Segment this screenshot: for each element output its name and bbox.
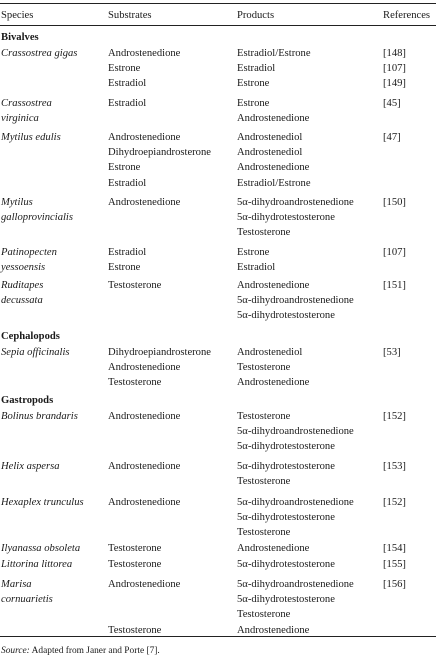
product-cell: 5α-dihydrotestosterone [237, 461, 335, 472]
product-cell: Androstenedione [237, 543, 310, 554]
product-cell: 5α-dihydrotestosterone [237, 212, 335, 224]
group-heading: Gastropods [1, 395, 54, 406]
product-cell: Estrone [237, 78, 270, 90]
product-cell: Androstenedione [237, 162, 310, 174]
group-heading: Bivalves [1, 32, 39, 43]
substrate-cell: Androstenedione [108, 362, 181, 374]
substrate-cell: Androstenedione [108, 461, 181, 472]
substrate-cell: Androstenedione [108, 48, 181, 59]
product-cell: Androstenedione [237, 624, 310, 636]
product-cell: 5α-dihydroandrostenedione [237, 426, 354, 438]
product-cell: Androstenediol [237, 347, 303, 358]
product-cell: 5α-dihydroandrostenedione [237, 497, 354, 508]
header-rule [0, 25, 436, 26]
header-substrates: Substrates [108, 10, 152, 21]
species-cell: Ruditapes [1, 280, 44, 291]
product-cell: Androstenedione [237, 280, 310, 291]
product-cell: 5α-dihydroandrostenedione [237, 197, 354, 208]
product-cell: 5α-dihydrotestosterone [237, 559, 335, 570]
product-cell: Testosterone [237, 476, 291, 488]
species-cell: Bolinus brandaris [1, 411, 78, 422]
reference-cell: [152] [383, 411, 406, 422]
product-cell: 5α-dihydroandrostenedione [237, 579, 354, 590]
species-cell: Marisa [1, 579, 32, 590]
product-cell: Testosterone [237, 609, 291, 621]
substrate-cell: Androstenedione [108, 132, 181, 143]
product-cell: 5α-dihydrotestosterone [237, 441, 335, 453]
reference-cell: [150] [383, 197, 406, 208]
product-cell: 5α-dihydroandrostenedione [237, 295, 354, 307]
product-cell: Estrone [237, 98, 270, 109]
product-cell: Androstenedione [237, 113, 310, 125]
species-cell: Hexaplex trunculus [1, 497, 84, 508]
substrate-cell: Estradiol [108, 78, 147, 90]
species-cell: Mytilus [1, 197, 33, 208]
product-cell: 5α-dihydrotestosterone [237, 594, 335, 606]
reference-cell: [152] [383, 497, 406, 508]
header-species: Species [1, 10, 34, 21]
product-cell: Estradiol [237, 63, 276, 75]
substrate-cell: Estrone [108, 262, 141, 274]
top-rule [0, 3, 436, 4]
substrate-cell: Androstenedione [108, 197, 181, 208]
product-cell: 5α-dihydrotestosterone [237, 310, 335, 322]
reference-cell: [47] [383, 132, 401, 143]
species-cell: Mytilus edulis [1, 132, 61, 143]
substrate-cell: Androstenedione [108, 497, 181, 508]
product-cell: Testosterone [237, 411, 291, 422]
substrate-cell: Androstenedione [108, 411, 181, 422]
substrate-cell: Testosterone [108, 543, 162, 554]
species-cell: virginica [1, 113, 39, 125]
substrate-cell: Estrone [108, 162, 141, 174]
source-label: Source: [1, 646, 30, 656]
substrate-cell: Testosterone [108, 377, 162, 389]
product-cell: Testosterone [237, 527, 291, 539]
header-products: Products [237, 10, 275, 21]
species-cell: cornuarietis [1, 594, 53, 606]
reference-cell: [148] [383, 48, 406, 59]
product-cell: Estradiol [237, 262, 276, 274]
species-cell: decussata [1, 295, 43, 307]
species-cell: yessoensis [1, 262, 46, 274]
product-cell: Estradiol/Estrone [237, 48, 311, 59]
reference-cell: [53] [383, 347, 401, 358]
species-cell: Sepia officinalis [1, 347, 70, 358]
substrate-cell: Estradiol [108, 177, 147, 189]
species-cell: Helix aspersa [1, 461, 60, 472]
substrate-cell: Estradiol [108, 98, 147, 109]
bottom-rule [0, 636, 436, 637]
species-cell: Patinopecten [1, 247, 57, 258]
reference-cell: [107] [383, 247, 406, 258]
source-note [1, 644, 160, 659]
group-heading: Cephalopods [1, 331, 60, 342]
header-references: References [383, 10, 431, 21]
product-cell: Estrone [237, 247, 270, 258]
substrate-cell: Estrone [108, 63, 141, 75]
reference-cell: [107] [383, 63, 406, 75]
species-cell: Crassostrea [1, 98, 52, 109]
product-cell: Androstenediol [237, 147, 303, 159]
substrate-cell: Testosterone [108, 559, 162, 570]
product-cell: Testosterone [237, 362, 291, 374]
substrate-cell: Estradiol [108, 247, 147, 258]
reference-cell: [155] [383, 559, 406, 570]
source-text: Adapted from Janer and Porte [7]. [29, 646, 160, 656]
substrate-cell: Testosterone [108, 624, 162, 636]
substrate-cell: Androstenedione [108, 579, 181, 590]
product-cell: Androstenediol [237, 132, 303, 143]
product-cell: Estradiol/Estrone [237, 177, 311, 189]
reference-cell: [149] [383, 78, 406, 90]
product-cell: Testosterone [237, 227, 291, 239]
species-cell: Crassostrea gigas [1, 48, 78, 59]
reference-cell: [151] [383, 280, 406, 291]
substrate-cell: Dihydroepiandrosterone [108, 347, 211, 358]
reference-cell: [154] [383, 543, 406, 554]
reference-cell: [153] [383, 461, 406, 472]
species-cell: Littorina littorea [1, 559, 73, 570]
species-cell: Ilyanassa obsoleta [1, 543, 81, 554]
substrate-cell: Testosterone [108, 280, 162, 291]
reference-cell: [156] [383, 579, 406, 590]
product-cell: Androstenedione [237, 377, 310, 389]
reference-cell: [45] [383, 98, 401, 109]
substrate-cell: Dihydroepiandrosterone [108, 147, 211, 159]
product-cell: 5α-dihydrotestosterone [237, 512, 335, 524]
species-cell: galloprovincialis [1, 212, 73, 224]
